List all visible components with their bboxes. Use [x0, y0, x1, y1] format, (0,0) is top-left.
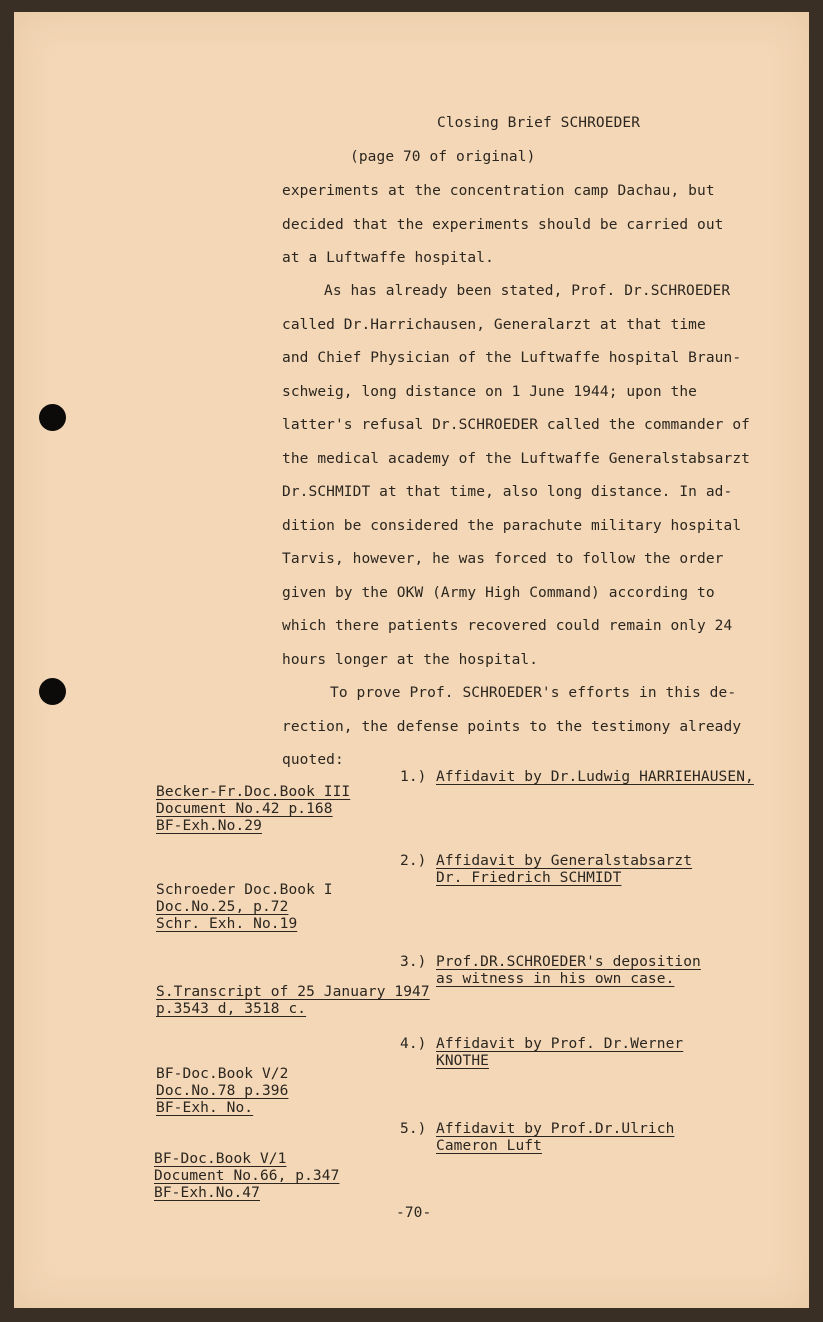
reference-citation: BF-Exh.No.29 [156, 818, 262, 834]
body-line: quoted: [282, 752, 344, 768]
document-title: Closing Brief SCHROEDER [437, 115, 641, 131]
reference-number: 2.) [400, 853, 427, 869]
body-line: given by the OKW (Army High Command) according to [282, 585, 715, 601]
body-line: latter's refusal Dr.SCHROEDER called the commander of [282, 417, 750, 433]
body-line: experiments at the concentration camp Dachau, but [282, 183, 715, 199]
body-line: schweig, long distance on 1 June 1944; upon the [282, 384, 697, 400]
reference-text: Affidavit by Prof. Dr.Werner [436, 1036, 684, 1052]
reference-text: Dr. Friedrich SCHMIDT [436, 870, 622, 886]
body-line: the medical academy of the Luftwaffe Generalstabsarzt [282, 451, 750, 467]
body-line: Tarvis, however, he was forced to follow the order [282, 551, 724, 567]
reference-number: 5.) [400, 1121, 427, 1137]
body-line: dition be considered the parachute military hospital [282, 518, 742, 534]
reference-text: Affidavit by Dr.Ludwig HARRIEHAUSEN, [436, 769, 754, 785]
punch-hole [39, 678, 66, 705]
reference-text: KNOTHE [436, 1053, 489, 1069]
reference-text: Prof.DR.SCHROEDER's deposition [436, 954, 701, 970]
body-line: called Dr.Harrichausen, Generalarzt at that time [282, 317, 706, 333]
reference-citation: Doc.No.78 p.396 [156, 1083, 289, 1099]
reference-citation: Becker-Fr.Doc.Book III [156, 784, 351, 800]
reference-citation: BF-Exh.No.47 [154, 1185, 260, 1201]
body-line: rection, the defense points to the testimony already [282, 719, 742, 735]
reference-citation: Document No.66, p.347 [154, 1168, 340, 1184]
reference-citation: p.3543 d, 3518 c. [156, 1001, 307, 1017]
body-line: hours longer at the hospital. [282, 652, 539, 668]
reference-citation: Schr. Exh. No.19 [156, 916, 298, 932]
reference-citation: S.Transcript of 25 January 1947 [156, 984, 430, 1000]
punch-hole [39, 404, 66, 431]
reference-number: 4.) [400, 1036, 427, 1052]
page-of-original: (page 70 of original) [350, 149, 536, 165]
reference-citation: BF-Doc.Book V/2 [156, 1066, 289, 1082]
reference-text: Cameron Luft [436, 1138, 542, 1154]
page-number: -70- [396, 1205, 432, 1221]
body-line: Dr.SCHMIDT at that time, also long distance. In ad- [282, 484, 733, 500]
reference-citation: BF-Doc.Book V/1 [154, 1151, 287, 1167]
document-page [14, 12, 809, 1308]
reference-number: 3.) [400, 954, 427, 970]
reference-citation: BF-Exh. No. [156, 1100, 254, 1116]
body-line: which there patients recovered could remain only 24 [282, 618, 733, 634]
reference-number: 1.) [400, 769, 427, 785]
body-line: decided that the experiments should be carried out [282, 217, 724, 233]
reference-text: Affidavit by Generalstabsarzt [436, 853, 693, 869]
reference-citation: Schroeder Doc.Book I [156, 882, 333, 898]
reference-citation: Doc.No.25, p.72 [156, 899, 289, 915]
reference-text: as witness in his own case. [436, 971, 675, 987]
reference-text: Affidavit by Prof.Dr.Ulrich [436, 1121, 675, 1137]
body-line: and Chief Physician of the Luftwaffe hospital Braun- [282, 350, 742, 366]
body-line: To prove Prof. SCHROEDER's efforts in this de- [330, 685, 737, 701]
reference-citation: Document No.42 p.168 [156, 801, 333, 817]
body-line: at a Luftwaffe hospital. [282, 250, 494, 266]
body-line: As has already been stated, Prof. Dr.SCHROEDER [324, 283, 731, 299]
